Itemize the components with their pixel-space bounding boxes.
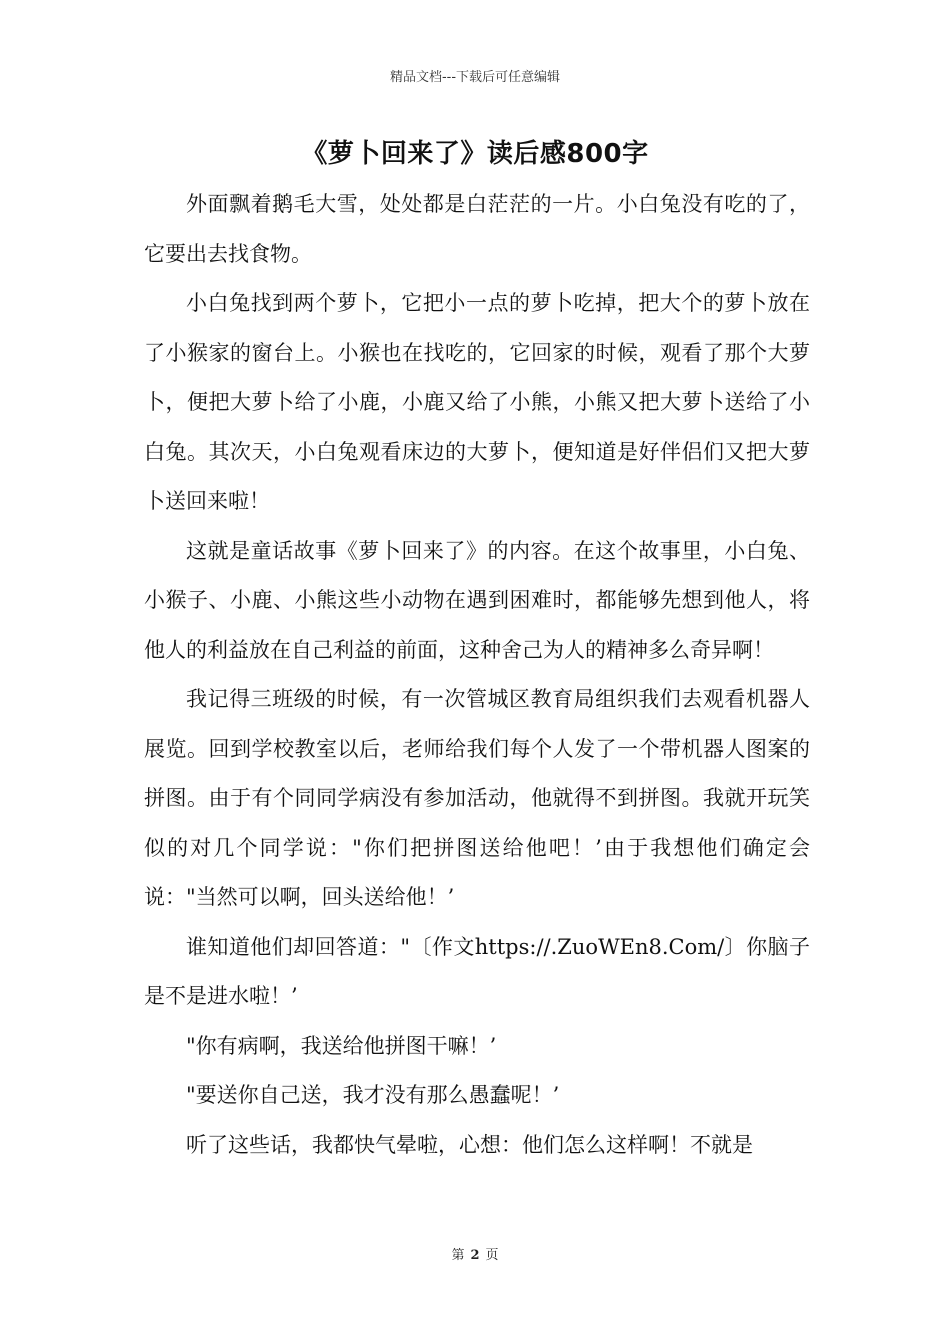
page-number: 2: [470, 1248, 480, 1263]
page-footer-suffix: 页: [485, 1248, 499, 1263]
paragraph: 我记得三班级的时候，有一次管城区教育局组织我们去观看机器人展览。回到学校教室以后，老师给我们每个人发了一个带机器人图案的拼图。由于有个同同学病没有参加活动，他就得不到拼图。我就开玩笑似的对几个同学说："你们把拼图送给他吧！’由于我想他们确定会说："当然可以啊，回头送给他！’: [144, 687, 810, 909]
page-footer-prefix: 第: [451, 1248, 465, 1263]
page-footer: [0, 1244, 950, 1263]
paragraph: "你有病啊，我送给他拼图干嘛！’: [186, 1033, 497, 1058]
paragraph: "要送你自己送，我才没有那么愚蠢呢！’: [186, 1083, 560, 1107]
document-body: [144, 180, 810, 1170]
paragraph: 外面飘着鹅毛大雪，处处都是白茫茫的一片。小白兔没有吃的了，它要出去找食物。: [144, 192, 810, 266]
paragraph: 这就是童话故事《萝卜回来了》的内容。在这个故事里，小白兔、小猴子、小鹿、小熊这些小动物在遇到困难时，都能够先想到他人，将他人的利益放在自己利益的前面，这种舍己为人的精神多么奇异啊！: [144, 538, 810, 662]
page-header: 精品文档---下载后可任意编辑: [389, 70, 561, 85]
document-title: 《萝卜回来了》读后感800字: [301, 139, 649, 169]
paragraph: 听了这些话，我都快气晕啦，心想：他们怎么这样啊！不就是: [186, 1132, 753, 1157]
paragraph: 小白兔找到两个萝卜，它把小一点的萝卜吃掉，把大个的萝卜放在了小猴家的窗台上。小猴也在找吃的，它回家的时候，观看了那个大萝卜，便把大萝卜给了小鹿，小鹿又给了小熊，小熊又把大萝卜送给了小白兔。其次天，小白兔观看床边的大萝卜，便知道是好伴侣们又把大萝卜送回来啦！: [144, 291, 810, 513]
paragraph: 谁知道他们却回答道："〔作文https://.ZuoWEn8.Com/〕你脑子是不是进水啦！’: [144, 934, 810, 1008]
